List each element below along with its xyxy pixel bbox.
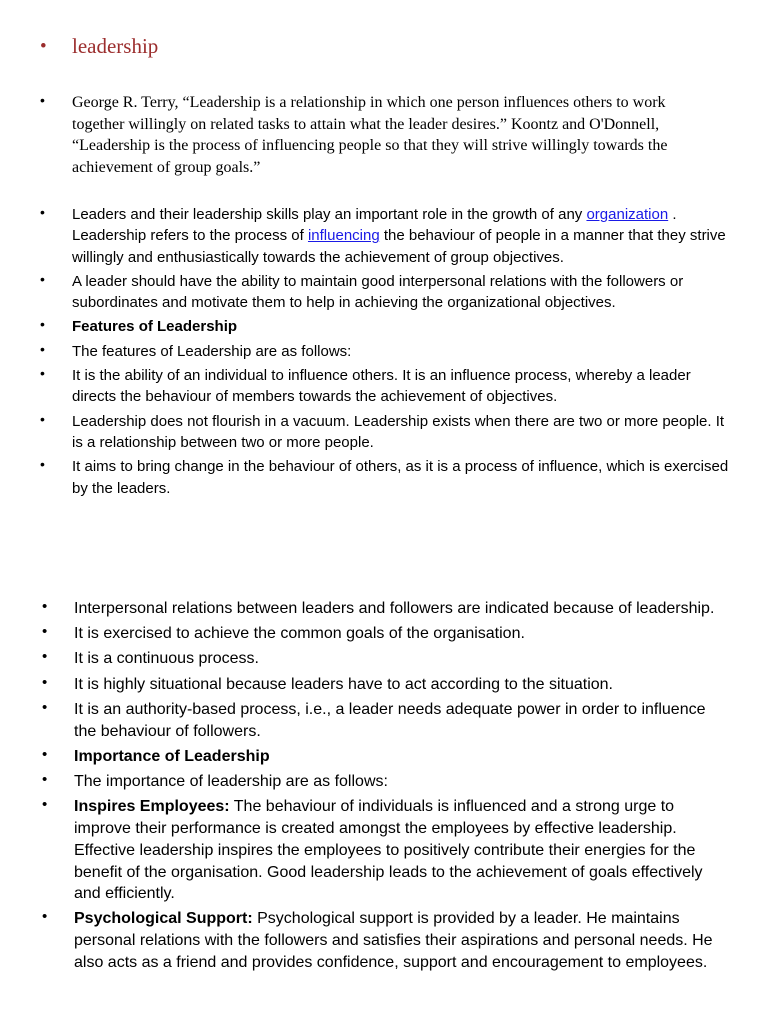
list-item — [42, 623, 732, 645]
list-item — [40, 204, 730, 268]
bullet-icon: • — [40, 340, 45, 357]
list-item — [40, 411, 730, 454]
feature-item: It is highly situational because leaders have to act according to the situation. — [74, 675, 613, 693]
definition-quote: George R. Terry, “Leadership is a relationship in which one person influences others to work together willingly on related tasks to attain what the leader desires.” Koontz and O'Donnell, “Leadership is the process of influencing people so that they will strive willingly towards the achievement of group goals.” — [72, 94, 668, 176]
list-item — [42, 598, 732, 620]
importance-intro: The importance of leadership are as follows: — [74, 772, 388, 790]
bullet-icon: • — [42, 745, 48, 763]
list-item — [40, 341, 730, 362]
feature-item: Leadership does not flourish in a vacuum. Leadership exists when there are two or more people. It is a relationship between two or more people. — [72, 412, 725, 451]
feature-item: It is the ability of an individual to influence others. It is an influence process, whereby a leader directs the behaviour of members towards the achievement of objectives. — [72, 367, 691, 406]
list-item — [40, 365, 730, 408]
list-item — [42, 771, 732, 793]
page-title: leadership — [72, 34, 159, 58]
bullet-icon: • — [42, 598, 48, 615]
list-item — [42, 699, 732, 743]
leader-paragraph: A leader should have the ability to maintain good interpersonal relations with the followers or subordinates and motivate them to help in achieving the organizational objectives. — [72, 272, 684, 312]
importance-label: Psychological Support: — [74, 910, 253, 928]
list-item — [42, 796, 732, 905]
bullet-icon: • — [40, 410, 45, 427]
quote-list — [40, 92, 700, 178]
bullet-icon: • — [42, 770, 48, 788]
bullet-icon: • — [42, 648, 48, 666]
list-item — [40, 271, 730, 314]
feature-item: It is an authority-based process, i.e., a leader needs adequate power in order to influence the behaviour of followers. — [74, 700, 706, 740]
bullet-icon: • — [40, 270, 45, 287]
list-item — [42, 648, 732, 670]
features-list — [40, 204, 730, 502]
influencing-link[interactable]: influencing — [307, 227, 380, 245]
importance-item: Psychological Support: Psychological support is provided by a leader. He maintains personal relations with the followers and satisfies their aspirations and personal needs. He also acts as a friend and provides confidence, support and encouragement to employees. — [74, 910, 713, 972]
bullet-icon: • — [40, 204, 45, 220]
feature-item: Interpersonal relations between leaders and followers are indicated because of leadership. — [74, 600, 715, 617]
bullet-icon: • — [42, 623, 48, 641]
bullet-icon: • — [40, 365, 45, 382]
importance-label: Inspires Employees: — [74, 798, 230, 816]
bullet-icon: • — [40, 316, 45, 333]
features-intro: The features of Leadership are as follows: — [72, 342, 352, 360]
intro-paragraph: Leaders and their leadership skills play an important role in the growth of any organization . Leadership refers to the process of influencing the behaviour of people in a manner that they strive willingly and enthusiastically towards the achievement of group objectives. — [72, 206, 726, 266]
list-item — [42, 674, 732, 696]
list-item — [40, 316, 730, 337]
list-item — [40, 456, 730, 499]
bullet-icon: • — [42, 698, 48, 716]
feature-item: It is exercised to achieve the common goals of the organisation. — [74, 625, 525, 643]
organization-link[interactable]: organization — [586, 206, 669, 223]
bullet-icon: • — [42, 673, 48, 691]
bullet-icon: • — [40, 36, 47, 57]
bullet-icon: • — [42, 796, 48, 814]
bullet-icon: • — [40, 92, 45, 108]
features-importance-list — [42, 598, 732, 977]
list-item — [42, 908, 732, 973]
feature-item: It aims to bring change in the behaviour of others, as it is a process of influence, which is exercised by the leaders. — [72, 458, 729, 497]
features-heading: Features of Leadership — [72, 318, 238, 336]
feature-item: It is a continuous process. — [74, 650, 259, 668]
importance-item: Inspires Employees: The behaviour of individuals is influenced and a strong urge to improve their performance is created amongst the employees by effective leadership. Effective leadership inspires the employees to positively contribute their energies for the benefit of the organisation. Good leadership leads to the achievement of goals effectively and efficiently. — [74, 798, 703, 903]
list-item — [40, 92, 700, 178]
list-item — [42, 746, 732, 768]
importance-heading: Importance of Leadership — [74, 747, 270, 765]
bullet-icon: • — [40, 456, 45, 473]
bullet-icon: • — [42, 908, 48, 926]
